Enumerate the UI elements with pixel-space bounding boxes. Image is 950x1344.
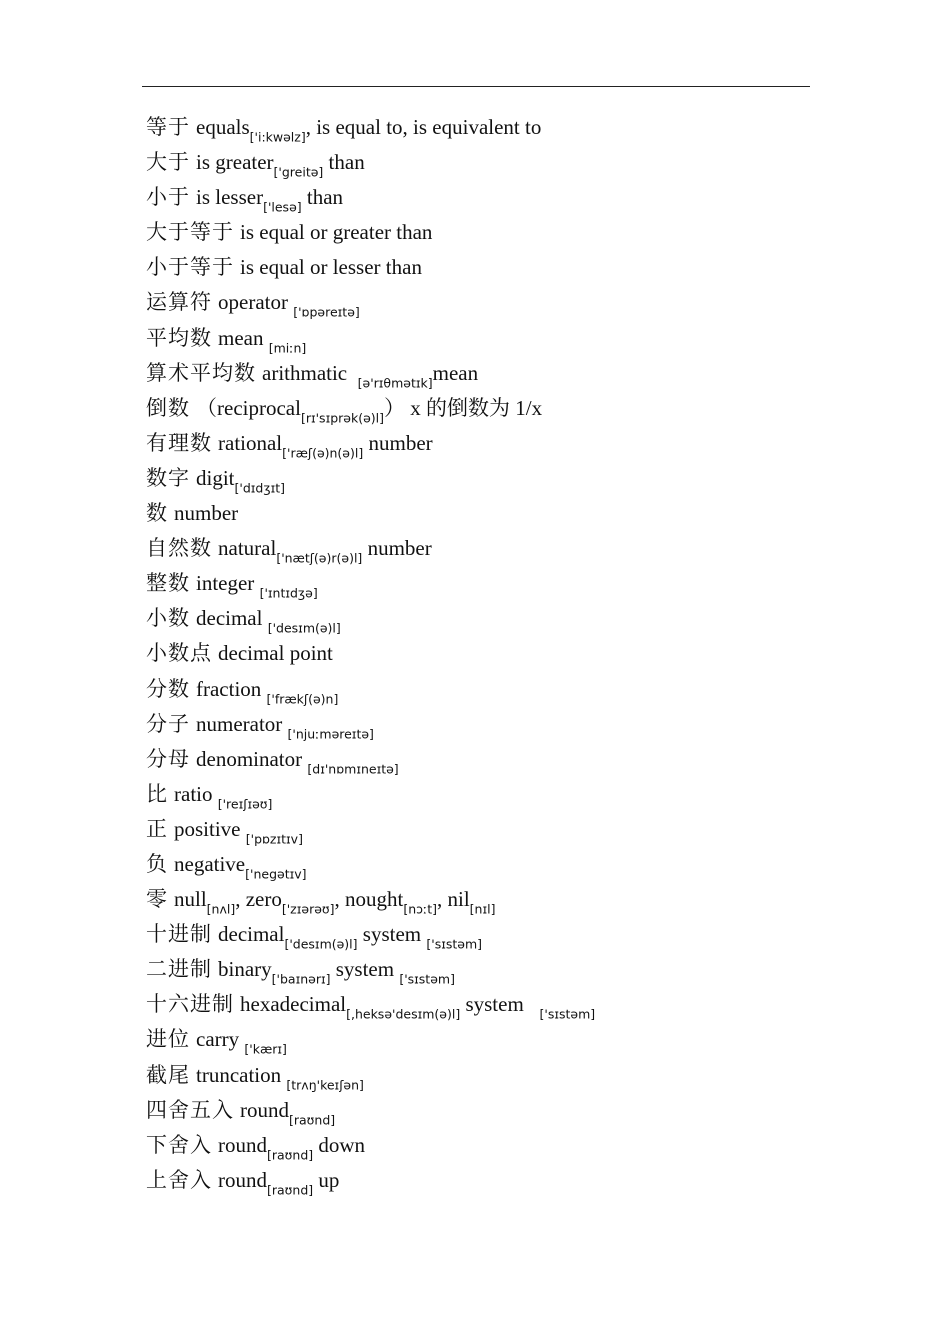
glossary-entry [146, 987, 846, 1022]
english-term: digit [196, 465, 235, 490]
phonetic: ['sɪstəm] [426, 936, 483, 952]
english-term: denominator [196, 746, 308, 771]
phonetic: ['zɪərəʊ] [281, 901, 335, 917]
english-term: positive [174, 816, 246, 841]
phonetic: ['dɪdʒɪt] [234, 480, 285, 496]
chinese-term: 比 [146, 781, 168, 806]
chinese-term: 分子 [146, 711, 190, 736]
english-term: than [301, 185, 344, 210]
chinese-term: 分母 [146, 746, 190, 771]
phonetic: [nɔːt] [403, 901, 437, 917]
phonetic: [nɪl] [469, 901, 496, 917]
glossary-entry [146, 356, 846, 391]
english-term: null [174, 887, 207, 912]
phonetic: ['sɪstəm] [399, 971, 455, 987]
glossary-entry [146, 110, 846, 145]
english-term: system [330, 957, 400, 982]
phonetic: [raʊnd] [289, 1112, 336, 1128]
english-term: binary [218, 957, 272, 982]
english-term: , nil [437, 887, 470, 912]
phonetic: ['desɪm(ə)l] [284, 936, 358, 952]
chinese-term: 算术平均数 [146, 360, 256, 385]
chinese-term: 正 [146, 816, 168, 841]
chinese-term: 下舍入 [146, 1132, 212, 1157]
glossary-entry [146, 952, 846, 987]
chinese-term: 整数 [146, 571, 190, 596]
glossary-entry [146, 812, 846, 847]
header-rule [142, 86, 810, 87]
glossary-entry [146, 742, 846, 777]
english-term: , nought [334, 887, 404, 912]
english-term: carry [196, 1027, 245, 1052]
phonetic: ['greitə] [273, 164, 324, 180]
chinese-term: 十六进制 [146, 992, 234, 1017]
english-term: operator [218, 290, 294, 315]
english-term: round [218, 1167, 267, 1192]
english-term: is greater [196, 150, 274, 175]
phonetic: ['baɪnərɪ] [271, 971, 331, 987]
english-term: round [218, 1132, 267, 1157]
phonetic: ['reɪʃɪəʊ] [217, 796, 273, 812]
english-term: decimal [218, 922, 285, 947]
glossary-entry [146, 1163, 846, 1198]
glossary-entry [146, 1058, 846, 1093]
phonetic: ['lesə] [263, 199, 302, 215]
chinese-term: 上舍入 [146, 1167, 212, 1192]
phonetic: [miːn] [268, 340, 307, 356]
glossary-entry [146, 145, 846, 180]
chinese-term: 四舍五入 [146, 1097, 234, 1122]
phonetic: ['negətɪv] [245, 866, 307, 882]
glossary-entry [146, 1093, 846, 1128]
glossary-entry [146, 285, 846, 320]
phonetic: ['ɒpəreɪtə] [293, 304, 360, 320]
english-term: ） x 的倒数为 1/x [384, 395, 543, 420]
phonetic: ['ræʃ(ə)n(ə)l] [282, 445, 364, 461]
chinese-term: 小于 [146, 185, 190, 210]
english-term: negative [174, 851, 246, 876]
english-term: round [240, 1097, 289, 1122]
english-term: system [460, 992, 540, 1017]
english-term: rational [218, 430, 283, 455]
glossary-entry [146, 461, 846, 496]
chinese-term: 小于等于 [146, 255, 234, 280]
english-term: mean [218, 325, 269, 350]
glossary-entry [146, 882, 846, 917]
english-term: , zero [235, 887, 282, 912]
phonetic: [raʊnd] [267, 1182, 314, 1198]
chinese-term: 等于 [146, 115, 190, 139]
chinese-term: 自然数 [146, 536, 212, 561]
glossary-entry [146, 496, 846, 531]
glossary-entry [146, 636, 846, 671]
english-term: is equal or greater than [240, 220, 433, 245]
chinese-term: 十进制 [146, 922, 212, 947]
chinese-term: 二进制 [146, 957, 212, 982]
glossary-entry [146, 1128, 846, 1163]
phonetic: ['pɒzɪtɪv] [245, 831, 303, 847]
glossary-entry [146, 250, 846, 285]
glossary-entry [146, 321, 846, 356]
glossary-entry [146, 847, 846, 882]
chinese-term: 有理数 [146, 430, 212, 455]
english-term: mean [432, 360, 479, 385]
chinese-term: 倒数 [146, 395, 190, 420]
phonetic: [raʊnd] [267, 1147, 314, 1163]
chinese-term: 大于等于 [146, 220, 234, 245]
english-term: is lesser [196, 185, 264, 210]
english-term: ratio [174, 781, 218, 806]
glossary-entry [146, 180, 846, 215]
english-term: system [357, 922, 427, 947]
english-term: （reciprocal [196, 395, 301, 420]
glossary-entry [146, 566, 846, 601]
english-term: up [313, 1167, 340, 1192]
glossary-entry [146, 426, 846, 461]
glossary-entry [146, 215, 846, 250]
english-term: fraction [196, 676, 267, 701]
phonetic: [ə'rɪθmətɪk] [357, 375, 433, 391]
english-term: integer [196, 571, 260, 596]
phonetic: [trʌŋ'keɪʃən] [286, 1077, 364, 1093]
glossary-entry [146, 777, 846, 812]
glossary-list [146, 110, 846, 1198]
phonetic: ['kærɪ] [244, 1041, 287, 1057]
english-term: , is equal to, is equivalent to [305, 115, 542, 139]
chinese-term: 平均数 [146, 325, 212, 350]
english-term: number [363, 430, 433, 455]
glossary-entry [146, 601, 846, 636]
phonetic: ['sɪstəm] [539, 1006, 596, 1022]
chinese-term: 数字 [146, 465, 190, 490]
english-term: number [174, 501, 239, 526]
chinese-term: 数 [146, 501, 168, 526]
phonetic: ['desɪm(ə)l] [267, 620, 341, 636]
phonetic: ['njuːməreɪtə] [287, 726, 374, 742]
english-term: hexadecimal [240, 992, 347, 1017]
phonetic: [nʌl] [206, 901, 236, 917]
english-term: is equal or lesser than [240, 255, 422, 280]
english-term: decimal point [218, 641, 333, 666]
chinese-term: 小数 [146, 606, 190, 631]
glossary-entry [146, 707, 846, 742]
glossary-entry [146, 531, 846, 566]
phonetic: ['nætʃ(ə)r(ə)l] [276, 550, 363, 566]
chinese-term: 截尾 [146, 1062, 190, 1087]
english-term: down [313, 1132, 366, 1157]
glossary-entry [146, 672, 846, 707]
glossary-entry [146, 391, 846, 426]
chinese-term: 零 [146, 887, 168, 912]
chinese-term: 运算符 [146, 290, 212, 315]
chinese-term: 大于 [146, 150, 190, 175]
english-term: natural [218, 536, 277, 561]
english-term: arithmatic [262, 360, 358, 385]
english-term: numerator [196, 711, 288, 736]
chinese-term: 分数 [146, 676, 190, 701]
phonetic: [rɪ'sɪprək(ə)l] [300, 410, 385, 426]
english-term: number [362, 536, 432, 561]
phonetic: [,heksə'desɪm(ə)l] [346, 1006, 461, 1022]
chinese-term: 进位 [146, 1027, 190, 1052]
chinese-term: 负 [146, 851, 168, 876]
glossary-entry [146, 917, 846, 952]
english-term: equals [196, 115, 250, 139]
english-term: than [323, 150, 365, 175]
phonetic: [dɪ'nɒmɪneɪtə] [307, 761, 399, 777]
english-term: decimal [196, 606, 268, 631]
phonetic: ['ɪntɪdʒə] [259, 585, 318, 601]
phonetic: ['frækʃ(ə)n] [266, 691, 339, 706]
english-term: truncation [196, 1062, 287, 1087]
phonetic: ['i:kwəlz] [249, 129, 306, 145]
glossary-entry [146, 1022, 846, 1057]
chinese-term: 小数点 [146, 641, 212, 666]
